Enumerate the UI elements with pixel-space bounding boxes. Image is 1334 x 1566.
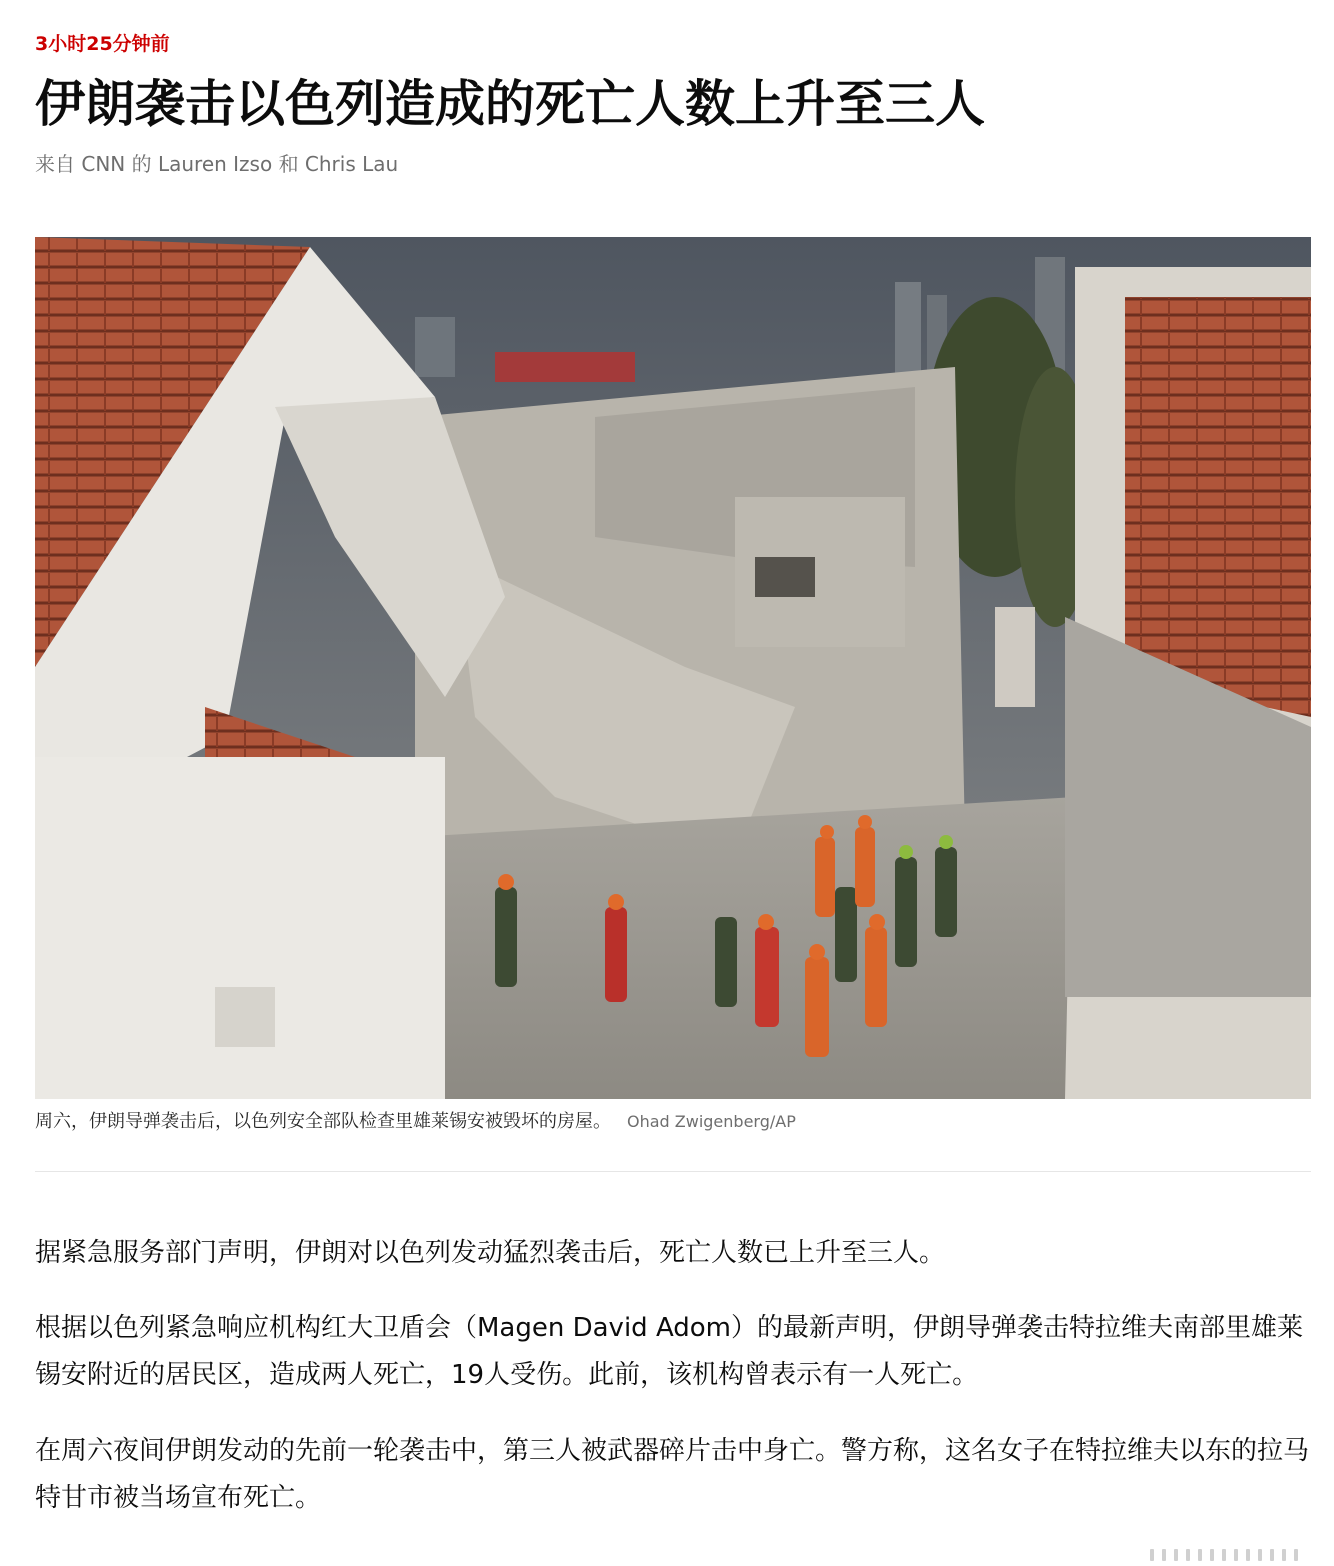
paragraph-3: 在周六夜间伊朗发动的先前一轮袭击中，第三人被武器碎片击中身亡。警方称，这名女子在特拉维夫以东的拉马特甘市被当场宣布死亡。 [35,1436,1310,1513]
destroyed-houses-photo [35,237,1311,1099]
photo-credit: Ohad Zwigenberg/AP [627,1112,796,1131]
article-photo[interactable] [35,237,1311,1099]
paragraph-2: 根据以色列紧急响应机构红大卫盾会（Magen David Adom）的最新声明，伊朗导弹袭击特拉维夫南部里雄莱锡安附近的居民区，造成两人死亡，19人受伤。此前，该机构曾表示有一人死亡。 [35,1313,1304,1390]
timestamp: 3小时25分钟前 [35,33,170,55]
byline[interactable]: 来自 CNN 的 Lauren Izso 和 Chris Lau [35,152,399,176]
caption-text: 周六，伊朗导弹袭击后，以色列安全部队检查里雄莱锡安被毁坏的房屋。 [35,1111,611,1132]
divider [35,1171,1311,1172]
photo-caption [35,1108,1311,1136]
more-content-indicator-icon [1150,1548,1330,1562]
paragraph-1: 据紧急服务部门声明，伊朗对以色列发动猛烈袭击后，死亡人数已上升至三人。 [35,1238,946,1268]
headline: 伊朗袭击以色列造成的死亡人数上升至三人 [35,75,985,133]
